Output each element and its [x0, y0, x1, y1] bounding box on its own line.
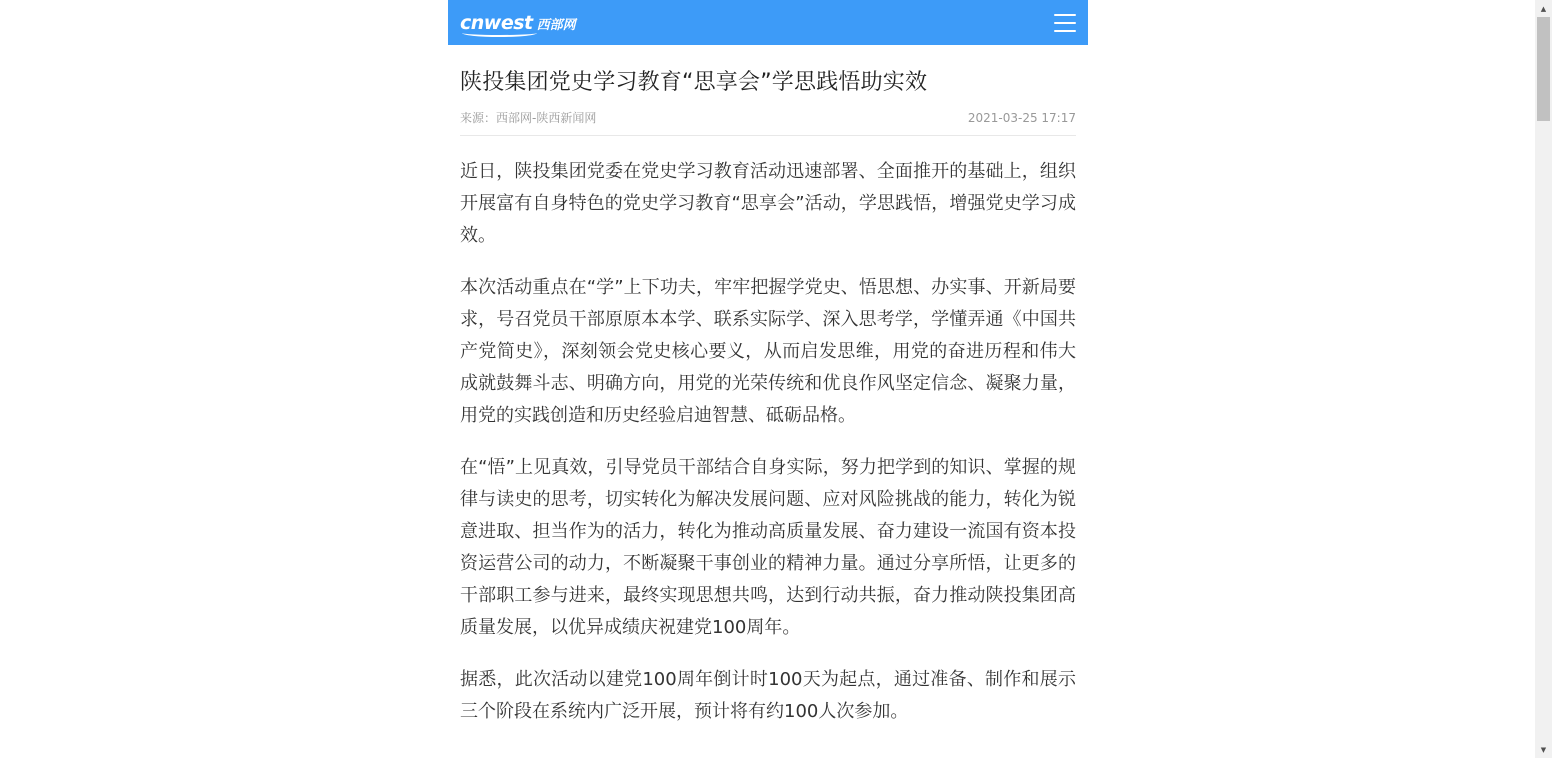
- scroll-down-arrow-icon[interactable]: ▼: [1540, 745, 1547, 754]
- article-paragraph: 本次活动重点在“学”上下功夫，牢牢把握学党史、悟思想、办实事、开新局要求，号召党员干部原原本本学、联系实际学、深入思考学，学懂弄通《中国共产党简史》，深刻领会党史核心要义，从而启发思维，用党的奋进历程和伟大成就鼓舞斗志、明确方向，用党的光荣传统和优良作风坚定信念、凝聚力量，用党的实践创造和历史经验启迪智慧、砥砺品格。: [460, 277, 1076, 426]
- article: [448, 67, 1088, 728]
- scroll-thumb[interactable]: [1537, 17, 1550, 121]
- article-body: [460, 156, 1076, 728]
- article-paragraph: 据悉，此次活动以建党100周年倒计时100天为起点，通过准备、制作和展示三个阶段在系统内广泛开展，预计将有约100人次参加。: [460, 669, 1076, 722]
- logo-cn-text: 西部网: [536, 18, 576, 33]
- article-paragraph: 近日，陕投集团党委在党史学习教育活动迅速部署、全面推开的基础上，组织开展富有自身特色的党史学习教育“思享会”活动，学思践悟，增强党史学习成效。: [460, 161, 1076, 246]
- page-scrollbar[interactable]: [1535, 0, 1552, 758]
- menu-bar: [1054, 30, 1076, 32]
- menu-bar: [1054, 14, 1076, 16]
- logo-en-text: cnwest: [460, 11, 533, 34]
- scroll-up-arrow-icon[interactable]: ▲: [1540, 4, 1547, 13]
- article-title: 陕投集团党史学习教育“思享会”学思践悟助实效: [460, 70, 928, 95]
- site-logo[interactable]: [460, 0, 576, 45]
- menu-bar: [1054, 22, 1076, 24]
- article-source: 来源：西部网-陕西新闻网: [460, 111, 597, 125]
- article-paragraph: 在“悟”上见真效，引导党员干部结合自身实际，努力把学到的知识、掌握的规律与读史的思考，切实转化为解决发展问题、应对风险挑战的能力，转化为锐意进取、担当作为的活力，转化为推动高质量发展、奋力建设一流国有资本投资运营公司的动力，不断凝聚干事创业的精神力量。通过分享所悟，让更多的干部职工参与进来，最终实现思想共鸣，达到行动共振，奋力推动陕投集团高质量发展，以优异成绩庆祝建党100周年。: [460, 457, 1076, 638]
- article-container: [448, 0, 1088, 758]
- article-date: 2021-03-25 17:17: [967, 110, 1076, 125]
- article-meta: [460, 109, 1076, 136]
- site-header: [448, 0, 1088, 45]
- hamburger-menu-icon[interactable]: [1054, 14, 1076, 32]
